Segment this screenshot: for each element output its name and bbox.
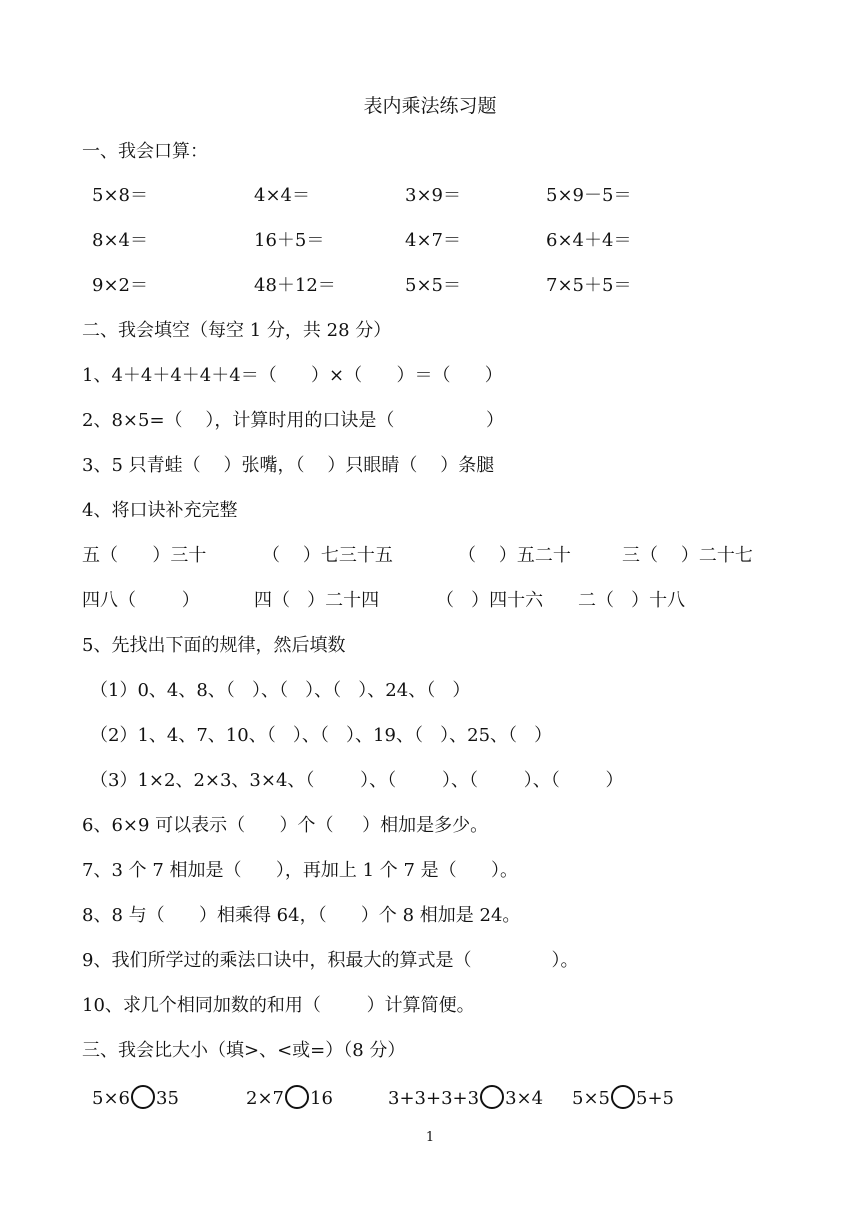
comparison-left: 3+3+3+3 [388, 1088, 480, 1109]
answer-circle[interactable] [480, 1085, 504, 1109]
multiplication-rhyme-item: （ ）五二十 [458, 545, 571, 566]
mental-math-item: 7×5＋5＝ [546, 275, 632, 296]
answer-circle[interactable] [131, 1085, 155, 1109]
question-5-part-2: （2）1、4、7、10、（ ）、（ ）、19、（ ）、25、（ ） [90, 725, 553, 746]
multiplication-rhyme-item: 二（ ）十八 [578, 590, 686, 611]
multiplication-rhyme-item: 四（ ）二十四 [254, 590, 380, 611]
question-2: 2、8×5=（ ），计算时用的口诀是（ ） [82, 410, 504, 431]
question-5-part-1: （1）0、4、8、（ ）、（ ）、（ ）、24、（ ） [90, 680, 471, 701]
mental-math-item: 8×4＝ [92, 230, 148, 251]
question-1: 1、4＋4＋4＋4＋4＝（ ）×（ ）＝（ ） [82, 365, 503, 386]
page-number: 1 [425, 1130, 435, 1145]
question-6: 6、6×9 可以表示（ ）个（ ）相加是多少。 [82, 815, 489, 836]
section1-heading: 一、我会口算： [82, 141, 208, 162]
mental-math-item: 5×9－5＝ [546, 185, 632, 206]
comparison-right: 5+5 [636, 1088, 674, 1109]
multiplication-rhyme-item: （ ）七三十五 [262, 545, 393, 566]
question-4: 4、将口诀补充完整 [82, 500, 238, 521]
question-8: 8、8 与（ ）相乘得 64，（ ）个 8 相加是 24。 [82, 905, 521, 926]
question-5: 5、先找出下面的规律，然后填数 [82, 635, 346, 656]
page-title: 表内乘法练习题 [363, 95, 497, 117]
comparison-left: 5×5 [572, 1088, 610, 1109]
comparison-item [572, 1087, 674, 1111]
question-7: 7、3 个 7 相加是（ ），再加上 1 个 7 是（ ）。 [82, 860, 518, 881]
question-5-part-3: （3）1×2、2×3、3×4、（ ）、（ ）、（ ）、（ ） [90, 770, 624, 791]
comparison-left: 5×6 [92, 1088, 130, 1109]
answer-circle[interactable] [285, 1085, 309, 1109]
mental-math-item: 4×4＝ [254, 185, 310, 206]
mental-math-item: 5×5＝ [405, 275, 461, 296]
mental-math-item: 48＋12＝ [254, 275, 336, 296]
section3-heading: 三、我会比大小（填>、<或=）（8 分） [82, 1040, 406, 1061]
mental-math-item: 9×2＝ [92, 275, 148, 296]
multiplication-rhyme-item: 五（ ）三十 [82, 545, 207, 566]
comparison-item [92, 1087, 179, 1111]
multiplication-rhyme-item: 三（ ）二十七 [622, 545, 753, 566]
mental-math-item: 5×8＝ [92, 185, 148, 206]
mental-math-item: 3×9＝ [405, 185, 461, 206]
answer-circle[interactable] [611, 1085, 635, 1109]
mental-math-item: 16＋5＝ [254, 230, 325, 251]
comparison-right: 16 [310, 1088, 333, 1109]
mental-math-item: 6×4＋4＝ [546, 230, 632, 251]
multiplication-rhyme-item: 四八（ ） [82, 590, 200, 611]
section2-heading: 二、我会填空（每空 1 分，共 28 分） [82, 320, 392, 341]
comparison-item [246, 1087, 333, 1111]
comparison-right: 35 [156, 1088, 179, 1109]
comparison-left: 2×7 [246, 1088, 284, 1109]
comparison-right: 3×4 [505, 1088, 544, 1109]
multiplication-rhyme-item: （ ）四十六 [436, 590, 544, 611]
mental-math-item: 4×7＝ [405, 230, 461, 251]
question-9: 9、我们所学过的乘法口诀中，积最大的算式是（ ）。 [82, 950, 579, 971]
question-3: 3、5 只青蛙（ ）张嘴，（ ）只眼睛（ ）条腿 [82, 455, 495, 476]
comparison-item [388, 1087, 543, 1111]
question-10: 10、求几个相同加数的和用（ ）计算简便。 [82, 995, 475, 1016]
